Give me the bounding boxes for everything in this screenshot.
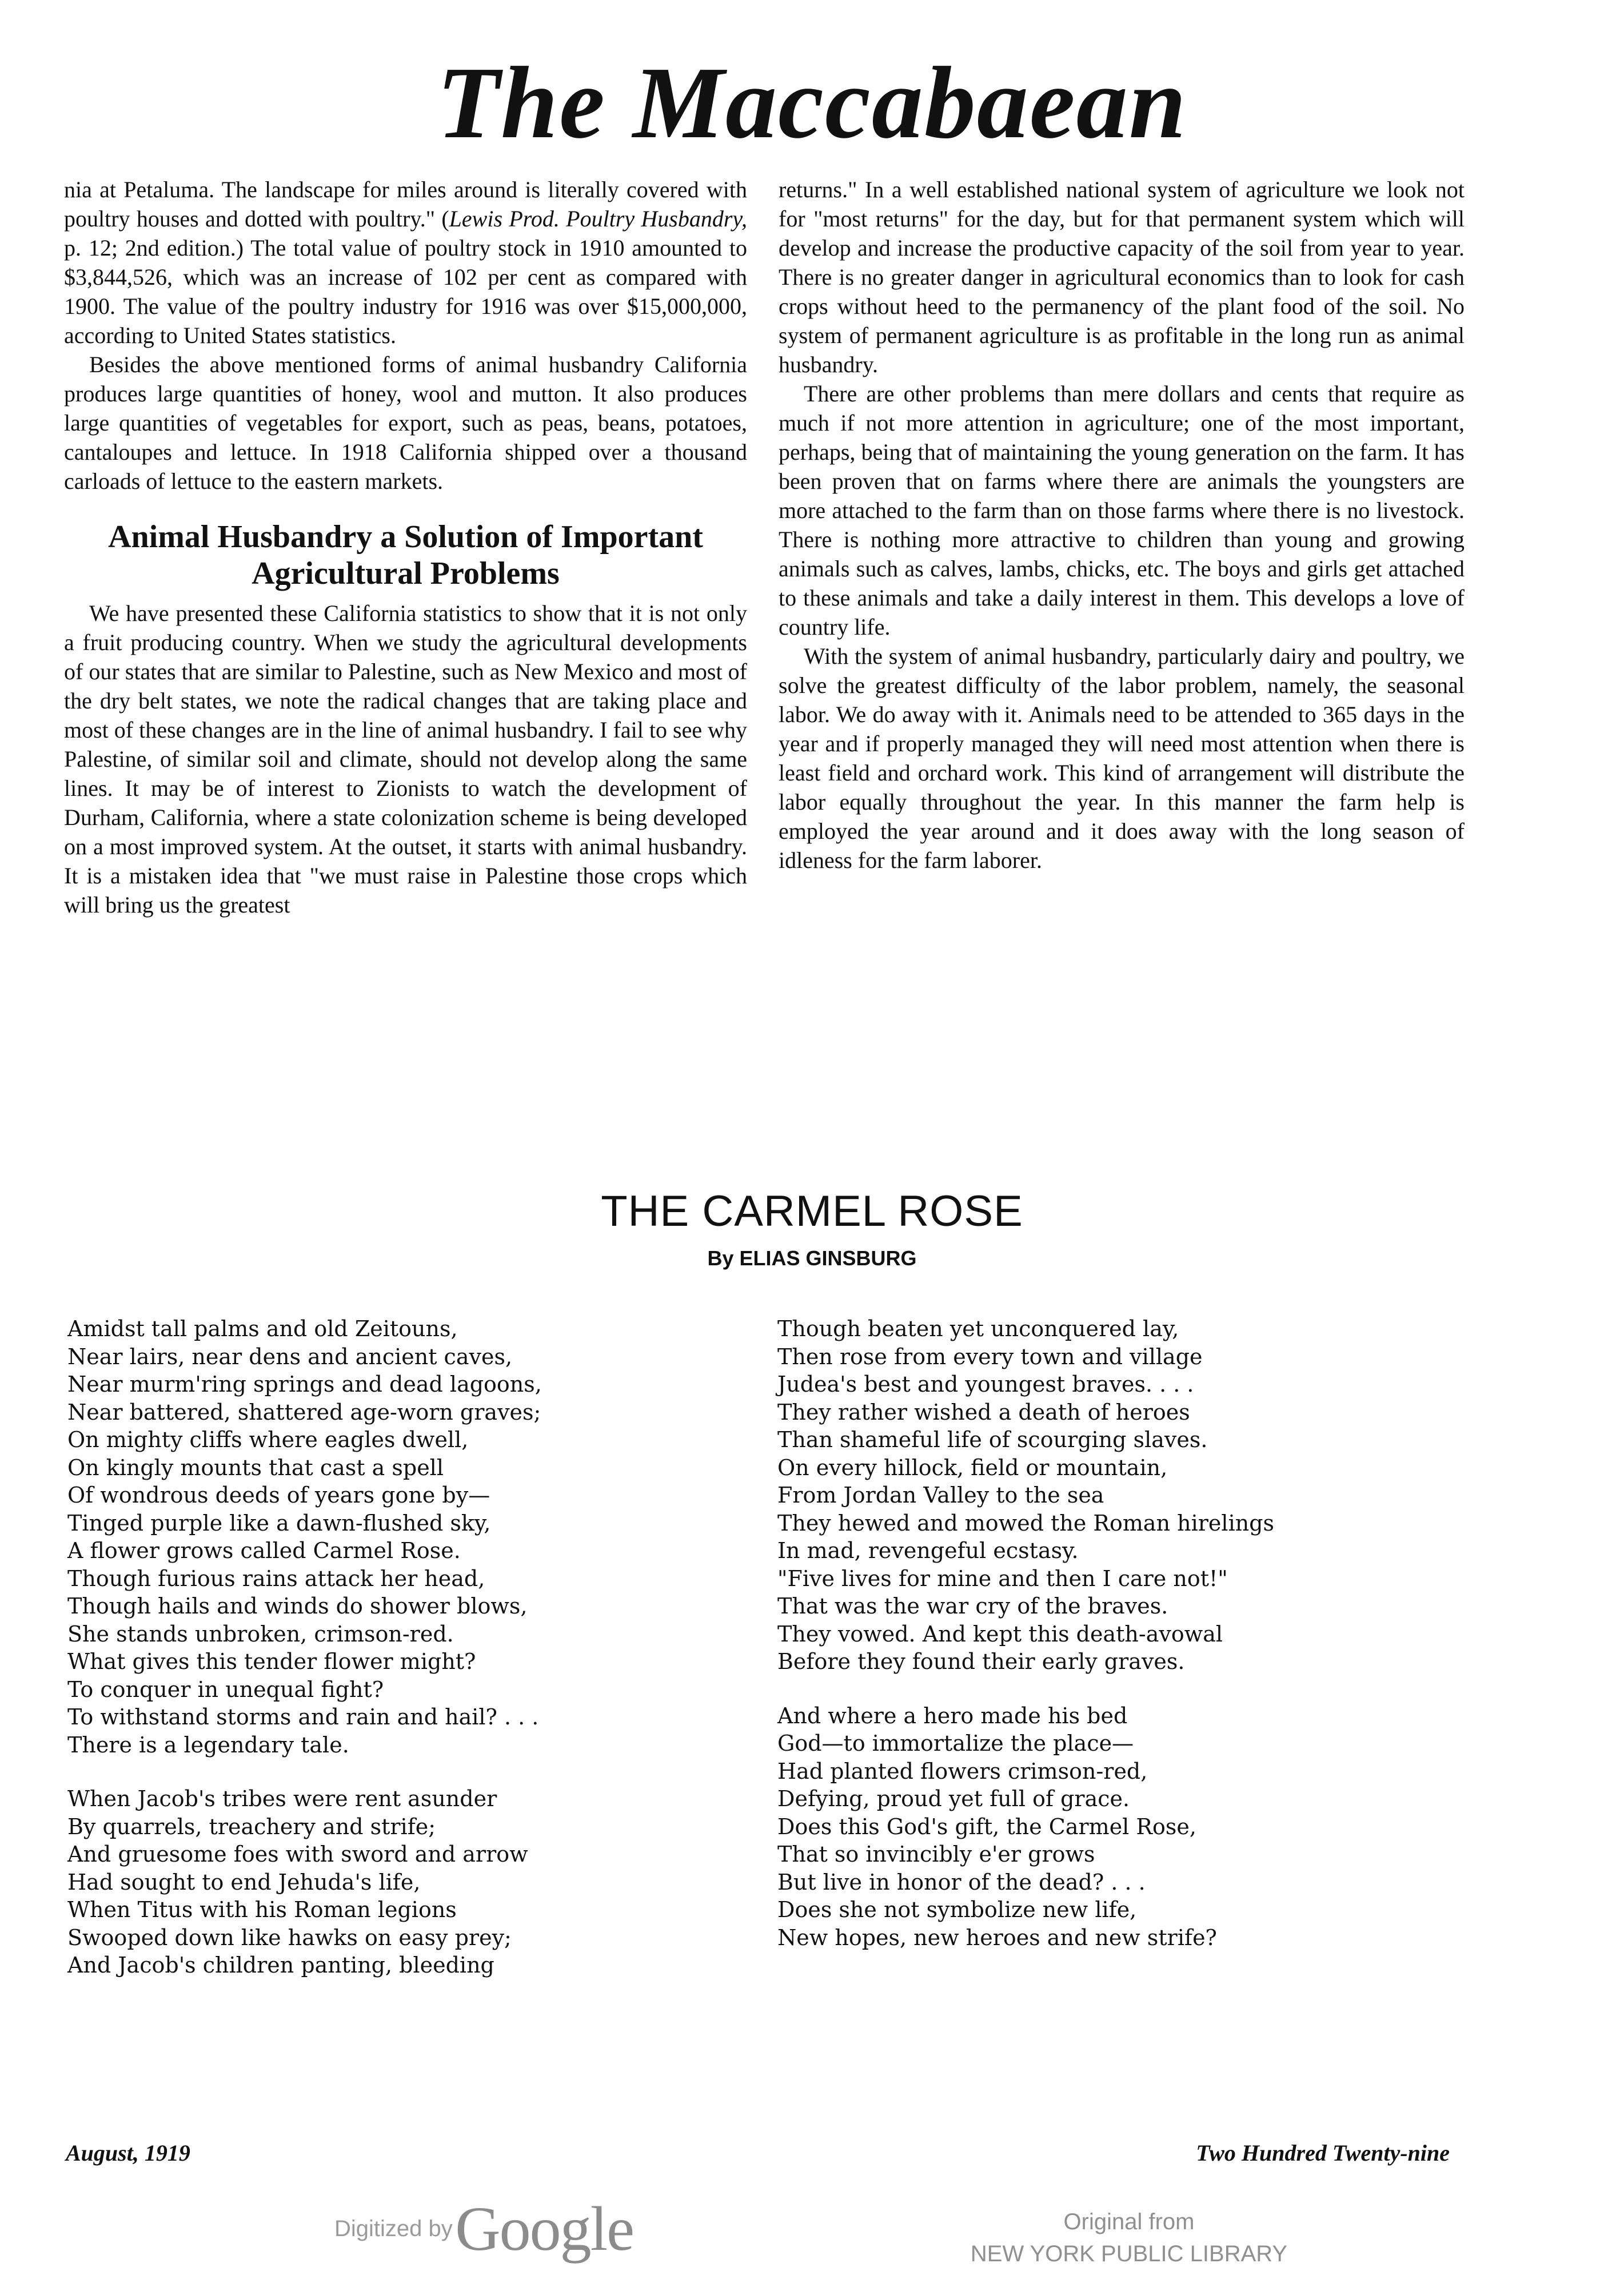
poem-line: Before they found their early graves. [777, 1649, 1185, 1674]
article-paragraph: We have presented these California statistics to show that it is not only a fruit producing country. When we study the agricultural developments of our states that are similar to Palestine, such as New Mexico and most of the dry belt states, we note the radical changes that are taking place and most of these changes are in the line of animal husbandry. I fail to see why Palestine, of similar soil and climate, should not develop along the same lines. It may be of interest to Zionists to watch the development of Durham, California, where a state colonization scheme is being developed on a most improved system. At the outset, it starts with animal husbandry. It is a mistaken idea that "we must raise in Palestine those crops which will bring us the greatest [64, 600, 747, 918]
poem-stanza [67, 1315, 782, 1759]
poem-line: A flower grows called Carmel Rose. [67, 1538, 461, 1563]
google-logo: Google [455, 2194, 634, 2264]
poem-line: Defying, proud yet full of grace. [777, 1786, 1130, 1811]
poem-line: She stands unbroken, crimson-red. [67, 1621, 454, 1647]
poem-left-column [67, 1315, 782, 2006]
poem-line: And gruesome foes with sword and arrow [67, 1842, 528, 1867]
poem-right-column [777, 1315, 1521, 1978]
poem-line: Had sought to end Jehuda's life, [67, 1869, 421, 1895]
paragraph-text: nia at Petaluma. The landscape for miles around is literally covered with poultry houses and dotted with poultry." ( [64, 177, 747, 232]
poem-line: And Jacob's children panting, bleeding [67, 1953, 494, 1978]
section-heading: Animal Husbandry a Solution of Important Agricultural Problems [108, 519, 703, 591]
poem-line: God—to immortalize the place— [777, 1731, 1134, 1756]
poem-line: To conquer in unequal fight? [67, 1676, 384, 1702]
poem-line: When Jacob's tribes were rent asunder [67, 1786, 497, 1811]
poem-line: On kingly mounts that cast a spell [67, 1455, 444, 1480]
poem-stanza [777, 1315, 1521, 1676]
article-paragraph: Besides the above mentioned forms of animal husbandry California produces large quantities of honey, wool and mutton. It also produces large quantities of vegetables for export, such as peas, beans, potatoes, cantaloupes and lettuce. In 1918 California shipped over a thousand carloads of lettuce to the eastern markets. [64, 352, 747, 494]
poem-stanza [777, 1702, 1521, 1952]
article-paragraph [64, 175, 747, 350]
poem-line: And where a hero made his bed [777, 1703, 1128, 1728]
original-source-watermark [943, 2206, 1315, 2270]
original-from-label: Original from [1063, 2209, 1195, 2234]
poem-line: Though furious rains attack her head, [67, 1565, 485, 1591]
poem-line: But live in honor of the dead? . . . [777, 1869, 1146, 1895]
poem-line: They hewed and mowed the Roman hirelings [777, 1510, 1275, 1536]
digitized-by-watermark [334, 2193, 633, 2265]
poem-line: Though beaten yet unconquered lay, [777, 1316, 1179, 1341]
poem-line: They vowed. And kept this death-avowal [777, 1621, 1223, 1647]
article-right-column [779, 175, 1465, 875]
poem-stanza [67, 1785, 782, 1979]
poem-line: Judea's best and youngest braves. . . . [777, 1372, 1194, 1397]
page-number: Two Hundred Twenty-nine [1196, 2140, 1450, 2166]
article-paragraph: There are other problems than mere dollars and cents that require as much if not more attention in agriculture; one of the most important, perhaps, being that of maintaining the young generation on the farm. It has been proven that on farms where there are animals the youngsters are more attached to the farm than on those farms where there is no livestock. There is nothing more attractive to children than young and growing animals such as calves, lambs, chicks, etc. The boys and girls get attached to these animals and take a daily interest in them. This develops a love of country life. [779, 381, 1465, 640]
poem-line: Tinged purple like a dawn-flushed sky, [67, 1510, 491, 1536]
poem-line: By quarrels, treachery and strife; [67, 1814, 436, 1839]
article-left-column [64, 175, 747, 919]
poem-title: THE CARMEL ROSE [601, 1187, 1023, 1236]
poem-line: Near battered, shattered age-worn graves; [67, 1399, 541, 1425]
digitized-by-label: Digitized by [334, 2216, 453, 2241]
poem-line: Though hails and winds do shower blows, [67, 1593, 528, 1619]
library-name: NEW YORK PUBLIC LIBRARY [970, 2241, 1288, 2266]
poem-line: That was the war cry of the braves. [777, 1593, 1168, 1619]
poem-line: "Five lives for mine and then I care not!" [777, 1565, 1228, 1591]
poem-line: On mighty cliffs where eagles dwell, [67, 1427, 469, 1452]
citation-title: Lewis Prod. Poultry Husbandry, [449, 206, 747, 232]
poem-line: Near murm'ring springs and dead lagoons, [67, 1372, 542, 1397]
poem-line: In mad, revengeful ecstasy. [777, 1538, 1079, 1563]
poem-line: What gives this tender flower might? [67, 1649, 476, 1674]
poem-line: That so invincibly e'er grows [777, 1842, 1095, 1867]
poem-line: When Titus with his Roman legions [67, 1897, 457, 1922]
article-paragraph: With the system of animal husbandry, particularly dairy and poultry, we solve the greatest difficulty of the labor problem, namely, the seasonal labor. We do away with it. Animals need to be attended to 365 days in the year and if properly managed they will need most attention when there is least field and orchard work. This kind of arrangement will distribute the labor equally throughout the year. In this manner the farm help is employed the year around and it does away with the long season of idleness for the farm laborer. [779, 643, 1465, 873]
article-paragraph: returns." In a well established national system of agriculture we look not for "most returns" for the day, but for that permanent system which will develop and increase the productive capacity of the soil from year to year. There is no greater danger in agricultural economics than to look for cash crops without heed to the permanency of the plant food of the soil. No system of permanent agriculture is as profitable in the long run as animal husbandry. [779, 177, 1465, 377]
issue-date: August, 1919 [66, 2140, 190, 2166]
poem-line: Than shameful life of scourging slaves. [777, 1427, 1208, 1452]
poem-line: Of wondrous deeds of years gone by— [67, 1483, 490, 1508]
poem-line: Swooped down like hawks on easy prey; [67, 1925, 512, 1950]
paragraph-text: p. 12; 2nd edition.) The total value of poultry stock in 1910 amounted to $3,844,526, which was an increase of 102 per cent as compared with 1900. The value of the poultry industry for 1916 was over $15,000,000, according to United States statistics. [64, 235, 747, 348]
poem-line: There is a legendary tale. [67, 1732, 349, 1758]
poem-line: From Jordan Valley to the sea [777, 1483, 1104, 1508]
poem-line: Near lairs, near dens and ancient caves, [67, 1344, 513, 1369]
masthead-title: The Maccabaean [437, 46, 1187, 160]
poem-line: To withstand storms and rain and hail? . . . [67, 1704, 539, 1730]
poem-line: New hopes, new heroes and new strife? [777, 1925, 1217, 1950]
poem-line: On every hillock, field or mountain, [777, 1455, 1168, 1480]
poem-line: They rather wished a death of heroes [777, 1399, 1190, 1425]
poem-byline: By ELIAS GINSBURG [707, 1246, 917, 1270]
poem-line: Does this God's gift, the Carmel Rose, [777, 1814, 1196, 1839]
poem-line: Amidst tall palms and old Zeitouns, [67, 1316, 458, 1341]
poem-line: Does she not symbolize new life, [777, 1897, 1137, 1922]
poem-line: Then rose from every town and village [777, 1344, 1203, 1369]
poem-line: Had planted flowers crimson-red, [777, 1758, 1148, 1784]
